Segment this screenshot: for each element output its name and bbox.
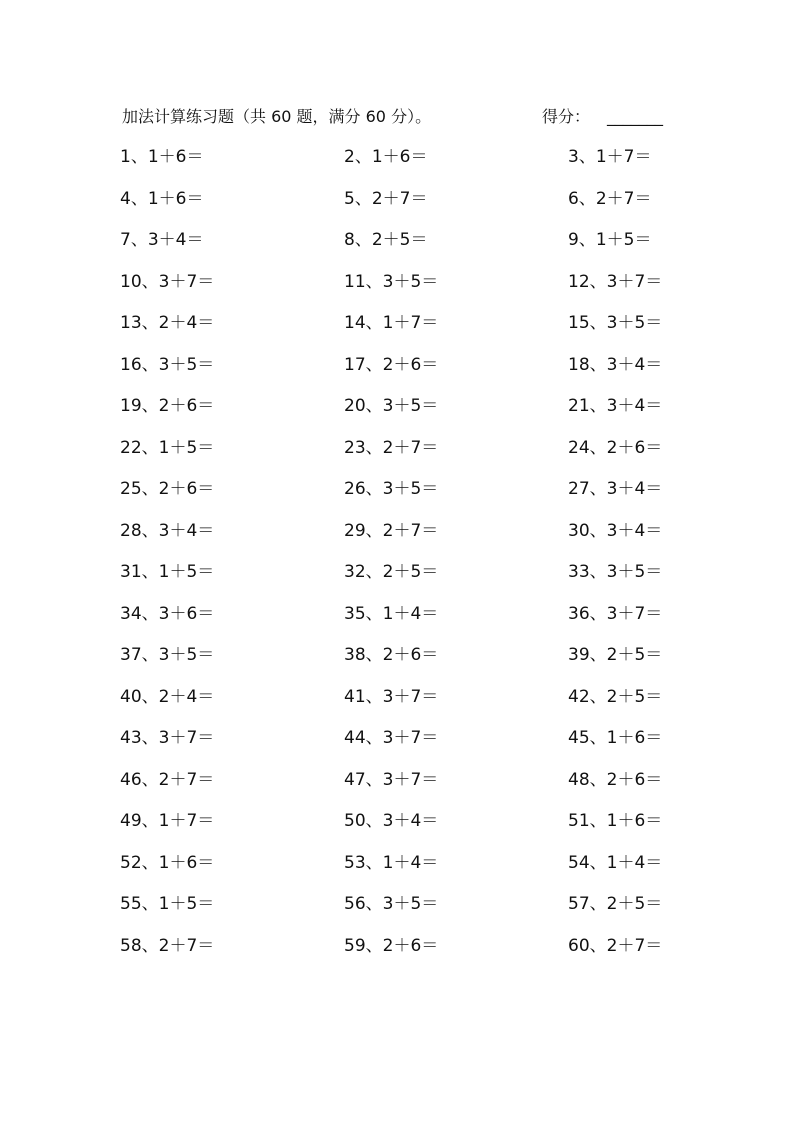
problem-item: 22、1＋5＝ [120,437,215,458]
problem-item: 5、2＋7＝ [344,188,428,209]
problem-item: 30、3＋4＝ [568,520,663,541]
problem-item: 58、2＋7＝ [120,935,215,956]
problem-item: 31、1＋5＝ [120,562,215,582]
problem-item: 45、1＋6＝ [568,728,663,748]
problem-item: 37、3＋5＝ [120,645,215,665]
problem-item: 43、3＋7＝ [120,728,215,748]
problem-item: 57、2＋5＝ [568,894,663,914]
problem-item: 28、3＋4＝ [120,520,215,541]
problem-item: 20、3＋5＝ [344,396,439,416]
problem-item: 52、1＋6＝ [120,852,215,873]
problem-item: 1、1＋6＝ [120,147,204,167]
problem-item: 46、2＋7＝ [120,769,215,790]
problem-item: 15、3＋5＝ [568,313,663,333]
problem-item: 21、3＋4＝ [568,396,663,416]
problem-item: 49、1＋7＝ [120,811,215,831]
problem-item: 2、1＋6＝ [344,147,428,167]
problem-item: 24、2＋6＝ [568,437,663,458]
problem-item: 27、3＋4＝ [568,479,663,499]
problem-item: 13、2＋4＝ [120,313,215,333]
problem-item: 42、2＋5＝ [568,686,663,707]
problem-item: 41、3＋7＝ [344,686,439,707]
problem-item: 39、2＋5＝ [568,645,663,665]
problem-item: 7、3＋4＝ [120,230,204,250]
problem-item: 3、1＋7＝ [568,147,652,167]
problem-item: 25、2＋6＝ [120,479,215,499]
problem-item: 60、2＋7＝ [568,935,663,956]
problem-item: 10、3＋7＝ [120,271,215,292]
problem-item: 38、2＋6＝ [344,645,439,665]
problem-item: 33、3＋5＝ [568,562,663,582]
problem-item: 56、3＋5＝ [344,894,439,914]
problem-item: 48、2＋6＝ [568,769,663,790]
problem-item: 29、2＋7＝ [344,520,439,541]
problem-item: 12、3＋7＝ [568,271,663,292]
problem-item: 4、1＋6＝ [120,188,204,209]
problem-item: 55、1＋5＝ [120,894,215,914]
score-label: 得分： [542,107,591,126]
score-blank: _______ [607,107,663,126]
problem-item: 32、2＋5＝ [344,562,439,582]
problem-grid [120,142,700,972]
problem-item: 26、3＋5＝ [344,479,439,499]
problem-item: 35、1＋4＝ [344,603,439,624]
worksheet-header [122,104,682,130]
worksheet-title: 加法计算练习题（共 60 题，满分 60 分）。 [122,107,432,126]
problem-item: 34、3＋6＝ [120,603,215,624]
problem-item: 18、3＋4＝ [568,354,663,375]
problem-item: 17、2＋6＝ [344,354,439,375]
problem-item: 6、2＋7＝ [568,188,652,209]
problem-item: 36、3＋7＝ [568,603,663,624]
problem-item: 54、1＋4＝ [568,852,663,873]
problem-item: 23、2＋7＝ [344,437,439,458]
problem-item: 44、3＋7＝ [344,728,439,748]
problem-item: 50、3＋4＝ [344,811,439,831]
problem-item: 40、2＋4＝ [120,686,215,707]
problem-item: 59、2＋6＝ [344,935,439,956]
problem-item: 11、3＋5＝ [344,271,439,292]
problem-item: 9、1＋5＝ [568,230,652,250]
problem-item: 16、3＋5＝ [120,354,215,375]
problem-item: 47、3＋7＝ [344,769,439,790]
problem-item: 14、1＋7＝ [344,313,439,333]
problem-item: 8、2＋5＝ [344,230,428,250]
problem-item: 53、1＋4＝ [344,852,439,873]
problem-item: 51、1＋6＝ [568,811,663,831]
problem-item: 19、2＋6＝ [120,396,215,416]
